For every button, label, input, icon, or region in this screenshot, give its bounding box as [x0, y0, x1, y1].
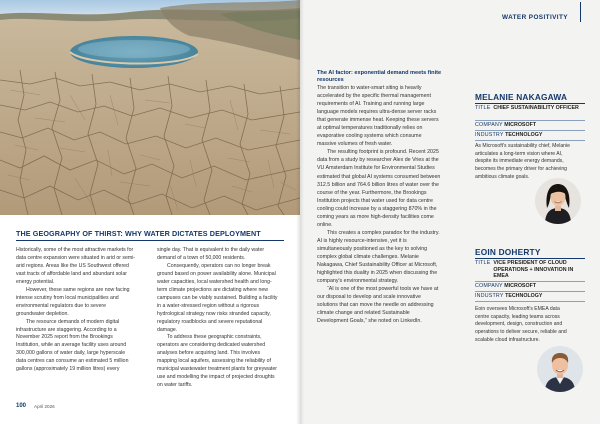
title-label: TITLE	[475, 260, 491, 266]
profile-divider	[475, 130, 585, 131]
running-head: WATER POSITIVITY	[502, 14, 568, 21]
portrait-photo	[535, 178, 581, 224]
avatar-image	[537, 346, 583, 392]
section-heading: THE GEOGRAPHY OF THIRST: WHY WATER DICTATES DEPLOYMENT	[16, 229, 261, 238]
profile-divider	[475, 301, 585, 302]
company-label: COMPANY	[475, 122, 503, 128]
company-value: MICROSOFT	[504, 122, 537, 128]
company-label: COMPANY	[475, 283, 503, 289]
industry-label: INDUSTRY	[475, 132, 504, 138]
page-gutter	[296, 0, 304, 424]
paragraph: To address these geographic constraints, operators are considering dedicated watershed analyses before acquiring land. This involves mapping local aquifers, assessing the reliability of municipal wastewater treatment plants for greywater use and modelling the impact of projected droughts on water tariffs.	[157, 334, 277, 389]
title-value: VICE PRESIDENT OF CLOUD OPERATIONS + INNOVATION IN EMEA	[493, 260, 574, 280]
paragraph: The resource demands of modern digital infrastructure are staggering. According to a November 2025 report from the Brookings Institution, while an average facility uses around 300,000 gallons of water daily, large hyperscale data centres can consume an estimated 5 million gallons (approximately 19 million litres) every	[16, 318, 129, 373]
article-heading: The AI factor: exponential demand meets finite resources	[317, 70, 442, 83]
profile-company-row	[475, 283, 585, 290]
paragraph: “AI is one of the most powerful tools we have at our disposal to develop and scale innovative solutions that can move the needle on addressing climate change and related Sustainable Development Goals,” she noted on LinkedIn.	[317, 286, 439, 325]
profile-bio: Eoin oversees Microsoft's EMEA data centre capacity, leading teams across development, design, construction and operations to deliver secure, reliable and scalable cloud infrastructure.	[475, 306, 567, 343]
profile-divider	[475, 120, 585, 121]
page-number: 100	[16, 403, 27, 409]
paragraph: Consequently, operators can no longer break ground based on power availability alone. Municipal water capacities, local watershed health and long-term climate projections are dictating where new campuses can be viably sustained. Building a facility in a water-stressed region without a rigorous hydrological strategy now risks stranded capacity, regulatory roadblocks and severe reputational damage.	[157, 262, 278, 333]
paragraph: This creates a complex paradox for the industry. AI is highly resource-intensive, yet it is simultaneously positioned as the key to solving complex global climate challenges. Melanie Nakagawa, Chief Sustainability Officer at Microsoft, highlighted this duality in 2025 when discussing the company's environmental strategy.	[317, 229, 440, 285]
paragraph: However, these same regions are now facing intense scrutiny from local municipalities and environmental regulators due to severe groundwater depletion.	[16, 286, 130, 317]
cracked-earth-reservoir-photo	[0, 0, 300, 215]
article-column	[317, 70, 442, 325]
profile-industry-row	[475, 293, 585, 300]
body-column-left	[16, 247, 136, 374]
company-value: MICROSOFT	[504, 283, 537, 289]
profile-divider	[475, 281, 585, 282]
running-head-rule	[580, 2, 581, 22]
industry-label: INDUSTRY	[475, 293, 504, 299]
title-label: TITLE	[475, 105, 491, 111]
profile-industry-row	[475, 132, 585, 139]
issue-date: April 2026	[34, 404, 55, 409]
title-value: CHIEF SUSTAINABILITY OFFICER	[493, 105, 579, 111]
profile-title-row	[475, 105, 585, 112]
paragraph: The resulting footprint is profound. Recent 2025 data from a study by researcher Alex de Vries at the VU Amsterdam Institute for Environmental Studies estimated that global AI systems consumed between 312.5 billion and 764.6 billion litres of water over the course of the year. Furthermore, the Brookings Institution projects that water used for data centre cooling could increase by a staggering 870% in the coming years as more high-density facilities come online.	[317, 149, 441, 228]
profile-divider	[475, 291, 585, 292]
paragraph: Historically, some of the most attractive markets for data centre expansion were situated in arid or semi-arid regions. Areas like the US Southwest offered vast tracts of affordable land and abundant solar energy potential.	[16, 247, 136, 285]
paragraph: The transition to water-smart siting is heavily accelerated by the specific thermal management requirements of AI. Training and running large language models requires ultra-dense server racks that generate immense heat. Keeping these servers at optimal temperatures traditionally relies on evaporative cooling systems which consume massive volumes of fresh water.	[317, 85, 439, 148]
body-column-middle	[157, 247, 281, 390]
profile-name: MELANIE NAKAGAWA	[475, 92, 568, 102]
profile-rule	[475, 258, 585, 259]
industry-value: TECHNOLOGY	[505, 293, 543, 299]
avatar-image	[535, 178, 581, 224]
profile-bio: As Microsoft's sustainability chief, Melanie articulates a long-term vision where AI, despite its immediate energy demands, becomes the primary driver for achieving ambitious climate goals.	[475, 143, 570, 180]
profile-divider	[475, 140, 585, 141]
profile-rule	[475, 103, 585, 104]
cracked-earth-image	[0, 0, 300, 215]
profile-name: EOIN DOHERTY	[475, 247, 541, 257]
profile-company-row	[475, 122, 585, 129]
profile-title-row	[475, 260, 585, 280]
portrait-photo	[537, 346, 583, 392]
industry-value: TECHNOLOGY	[505, 132, 543, 138]
heading-rule	[16, 240, 284, 241]
paragraph: single day. That is equivalent to the daily water demand of a town of 50,000 residents.	[157, 247, 265, 261]
